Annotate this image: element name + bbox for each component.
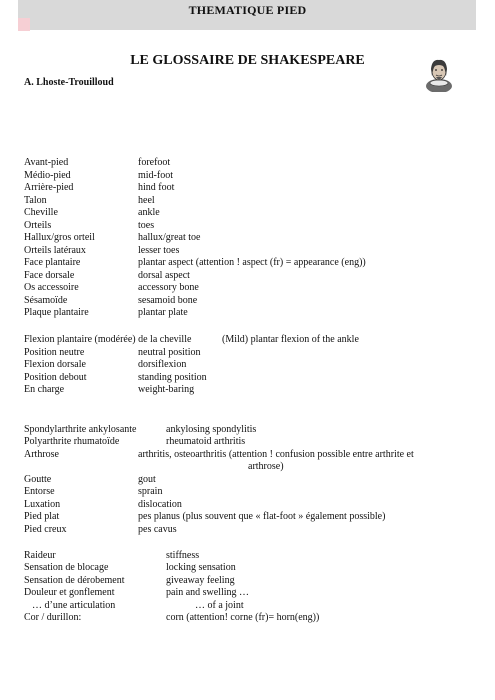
glossary-fr-term: Orteils latéraux [24,245,86,256]
glossary-fr-term: Orteils [24,220,52,231]
glossary-fr-term: Sensation de dérobement [24,575,125,586]
glossary-en-term-continued: arthrose) [248,461,284,472]
glossary-fr-term: Goutte [24,474,52,485]
glossary-en-term: … of a joint [195,600,244,611]
glossary-en-term: lesser toes [138,245,180,256]
glossary-fr-term: Position neutre [24,347,85,358]
glossary-en-term: hallux/great toe [138,232,201,243]
glossary-fr-term: Flexion dorsale [24,359,86,370]
glossary-fr-term: Hallux/gros orteil [24,232,95,243]
glossary-en-term: giveaway feeling [166,575,235,586]
glossary-fr-term: Médio-pied [24,170,71,181]
glossary-fr-term: Cor / durillon: [24,612,82,623]
glossary-en-term: ankylosing spondylitis [166,424,257,435]
glossary-fr-term: Talon [24,195,47,206]
glossary-en-term: plantar aspect (attention ! aspect (fr) = appearance (eng)) [138,257,366,268]
glossary-fr-term: Pied creux [24,524,67,535]
glossary-en-term: heel [138,195,155,206]
glossary-en-term: dorsal aspect [138,270,190,281]
glossary-en-term: plantar plate [138,307,188,318]
glossary-fr-term: Flexion plantaire (modérée) de la cheville [24,334,192,345]
glossary-en-term: dislocation [138,499,182,510]
glossary-fr-term: Spondylarthrite ankylosante [24,424,137,435]
glossary-fr-term: Arthrose [24,449,59,460]
glossary-fr-term: Face plantaire [24,257,81,268]
glossary-en-term: pain and swelling … [166,587,250,598]
glossary-fr-term: Position debout [24,372,87,383]
glossary-en-term: stiffness [166,550,200,561]
glossary-fr-term: Cheville [24,207,58,218]
glossary-en-term: neutral position [138,347,201,358]
glossary-fr-term: Luxation [24,499,61,510]
glossary-en-term: pes cavus [138,524,177,535]
glossary-en-term: rheumatoid arthritis [166,436,246,447]
glossary-en-term: mid-foot [138,170,173,181]
header-accent [18,18,30,31]
glossary-fr-term: Plaque plantaire [24,307,89,318]
document-title: LE GLOSSAIRE DE SHAKESPEARE [130,53,365,68]
glossary-fr-term: Pied plat [24,511,60,522]
glossary-fr-term: En charge [24,384,65,395]
glossary-fr-term: Douleur et gonflement [24,587,115,598]
glossary-en-term: sesamoid bone [138,295,198,306]
glossary-fr-term: Entorse [24,486,55,497]
glossary-fr-term: Polyarthrite rhumatoïde [24,436,120,447]
glossary-en-term: corn (attention! corne (fr)= horn(eng)) [166,612,320,623]
glossary-en-term: gout [138,474,156,485]
document-author: A. Lhoste-Trouilloud [24,77,114,88]
glossary-fr-term: Os accessoire [24,282,79,293]
glossary-fr-term: Arrière-pied [24,182,74,193]
glossary-en-term: hind foot [138,182,175,193]
glossary-fr-term: Sésamoïde [24,295,68,306]
glossary-en-term: accessory bone [138,282,199,293]
glossary-fr-term: Face dorsale [24,270,75,281]
shakespeare-portrait-icon [421,56,457,92]
glossary-fr-term: … d’une articulation [32,600,116,611]
glossary-fr-term: Raideur [24,550,56,561]
glossary-en-term: arthritis, osteoarthritis (attention ! confusion possible entre arthrite et [138,449,414,460]
glossary-en-term: forefoot [138,157,171,168]
header-title: THEMATIQUE PIED [188,3,307,17]
glossary-en-term: locking sensation [166,562,236,573]
glossary-fr-term: Sensation de blocage [24,562,109,573]
glossary-en-term: sprain [138,486,163,497]
glossary-en-term: dorsiflexion [138,359,187,370]
glossary-en-term: standing position [138,372,207,383]
glossary-en-term: toes [138,220,155,231]
glossary-en-term: pes planus (plus souvent que « flat-foot » également possible) [138,511,386,522]
glossary-en-term: (Mild) plantar flexion of the ankle [222,334,359,345]
glossary-en-term: ankle [138,207,160,218]
glossary-en-term: weight-baring [138,384,195,395]
glossary-fr-term: Avant-pied [24,157,69,168]
